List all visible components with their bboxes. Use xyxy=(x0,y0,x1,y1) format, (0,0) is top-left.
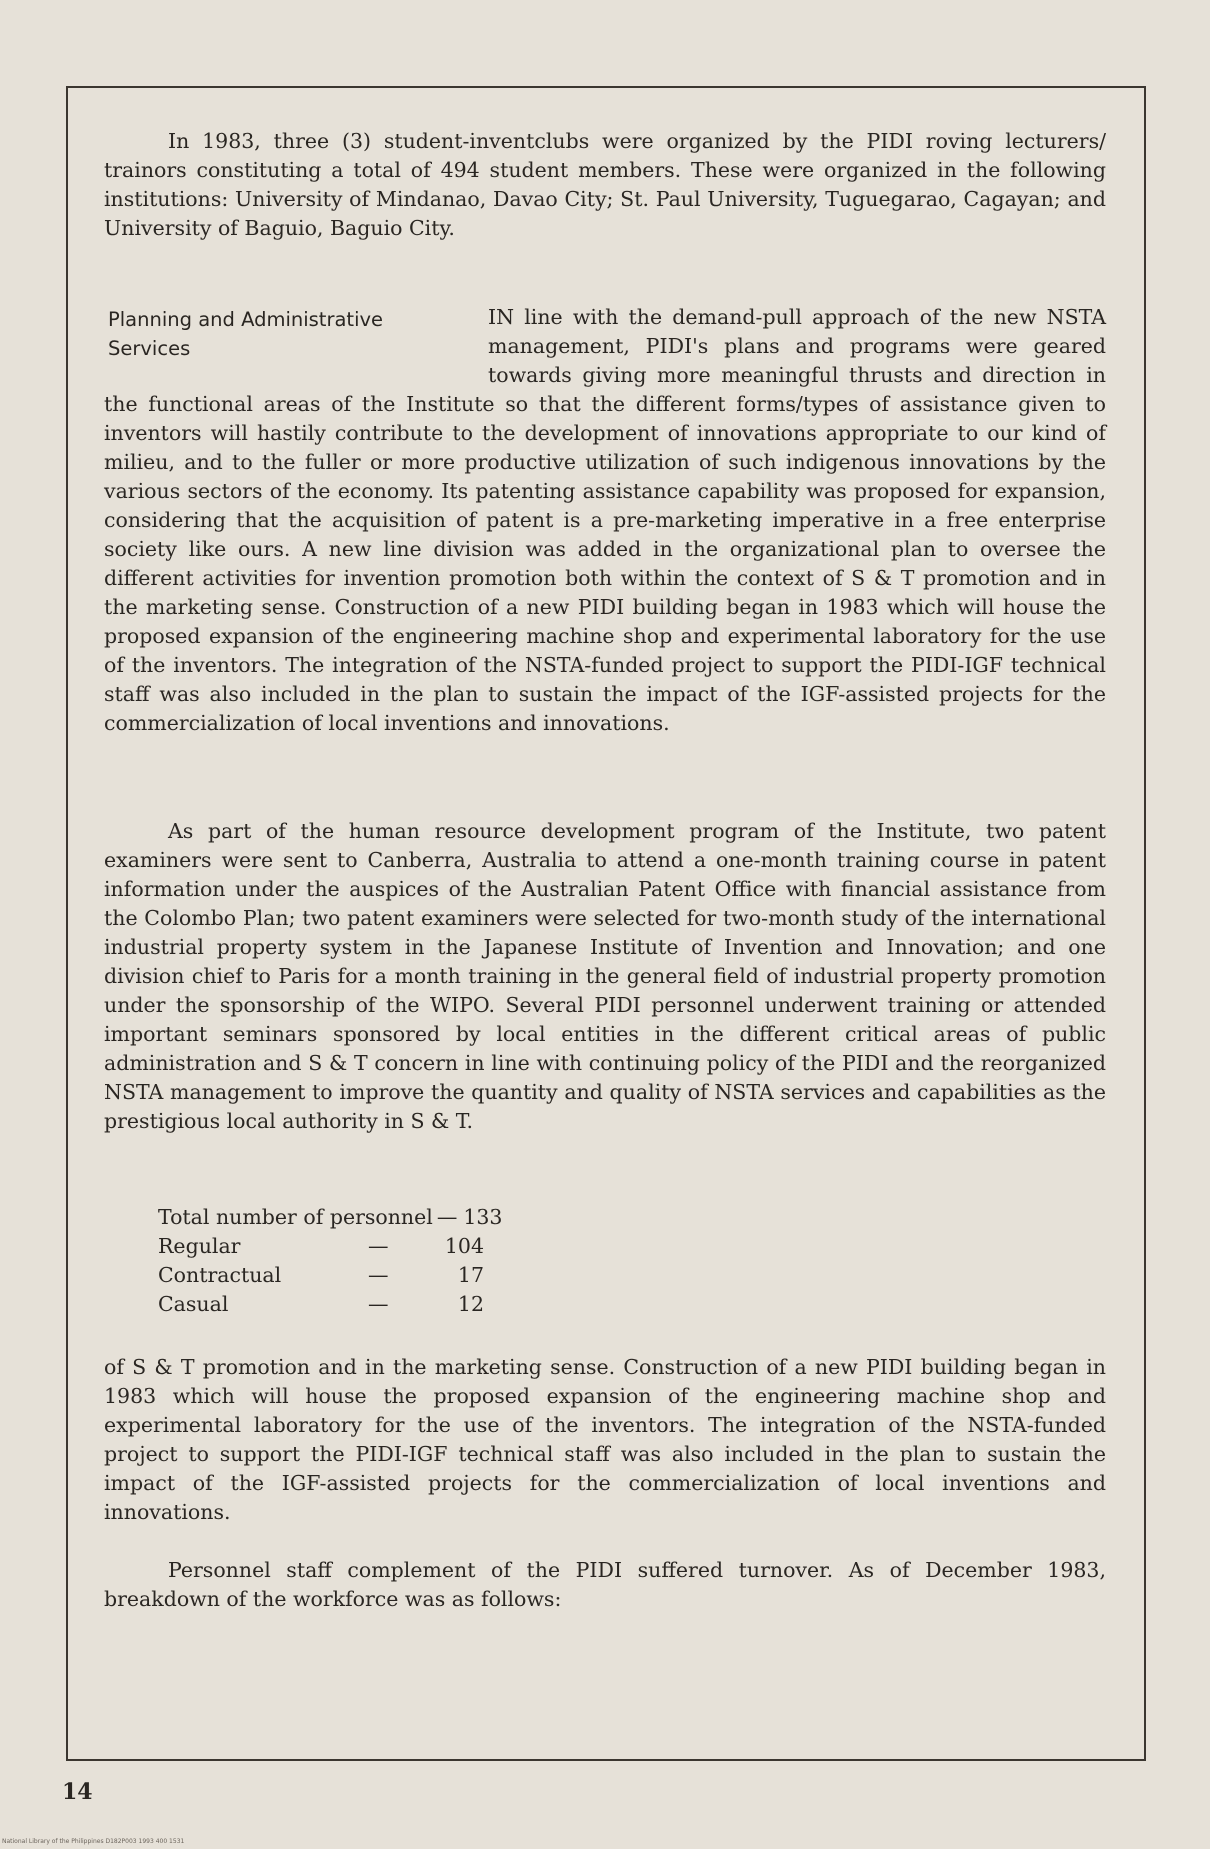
paragraph-student-clubs: In 1983, three (3) student-inventclubs were organized by the PIDI roving lecturers/ trainors constituting a total of 494 student members. These were organized in the following institutions: University of Mindanao, Davao City; St. Paul University, Tuguegarao, Cagayan; and University of Baguio, Baguio City. xyxy=(104,129,1106,240)
paragraph-planning: IN line with the demand-pull approach of the new NSTA management, PIDI's plans and programs were geared towards giving more meaningful thrusts and direction in the functional areas of the Institute so that the different forms/types of assistance given to inventors will hastily contribute to the development of innovations appropriate to our kind of milieu, and to the fuller or more productive utilization of such indigenous innovations by the various sectors of the economy. Its patenting assistance capability was proposed for expansion, considering that the acquisition of patent is a pre-marketing imperative in a free enterprise society like ours. A new line division was added in the organizational plan to oversee the different activities for invention promotion both within the context of S & T promotion and in the marketing sense. Construction of a new PIDI building began in 1983 which will house the proposed expansion of the engineering machine shop and experimental laboratory for the use of the inventors. The integration of the NSTA-funded project to support the PIDI-IGF technical staff was also included in the plan to sustain the impact of the IGF-assisted projects for the commercialization of local inventions and innovations. xyxy=(104,305,1106,735)
personnel-row-label: Casual xyxy=(158,1292,229,1316)
section-heading-line-2: Services xyxy=(108,337,191,360)
paragraph-construction: of S & T promotion and in the marketing sense. Construction of a new PIDI building began in 1983 which will house the proposed expansion of the engineering machine shop and experimental laboratory for the use of the inventors. The integration of the NSTA-funded project to support the PIDI-IGF technical staff was also included in the plan to sustain the impact of the IGF-assisted projects for the commercialization of local inventions and innovations. xyxy=(104,1355,1106,1524)
personnel-row-dash: — xyxy=(368,1234,389,1258)
paragraph-human-resource: As part of the human resource development program of the Institute, two patent examiners were sent to Canberra, Australia to attend a one-month training course in patent information under the auspices of the Australian Patent Office with financial assistance from the Colombo Plan; two patent examiners were selected for two-month study of the international industrial property system in the Japanese Institute of Invention and Innovation; and one division chief to Paris for a month training in the general field of industrial property promotion under the sponsorship of the WIPO. Several PIDI personnel underwent training or attended important seminars sponsored by local entities in the different critical areas of public administration and S & T concern in line with continuing policy of the PIDI and the reorganized NSTA management to improve the quantity and quality of NSTA services and capabilities as the prestigious local authority in S & T. xyxy=(104,819,1106,1133)
personnel-row-value: 12 xyxy=(457,1292,484,1316)
section-heading-line-1: Planning and Administrative xyxy=(108,308,384,331)
personnel-row-value: 17 xyxy=(457,1263,484,1287)
page-number: 14 xyxy=(62,1779,93,1805)
footer-credit: National Library of the Philippines D182P003 1993 400 1531 xyxy=(2,1838,185,1845)
personnel-total-label: Total number of personnel xyxy=(158,1205,433,1229)
heading-spacer xyxy=(104,303,488,390)
paragraph-staff-turnover: Personnel staff complement of the PIDI suffered turnover. As of December 1983, breakdown of the workforce was as follows: xyxy=(104,1558,1106,1611)
personnel-row xyxy=(158,1261,502,1290)
personnel-breakdown xyxy=(158,1203,502,1319)
personnel-total-dash: — xyxy=(436,1205,458,1229)
personnel-row-dash: — xyxy=(368,1263,389,1287)
personnel-row-value: 104 xyxy=(444,1234,484,1258)
personnel-total-value: 133 xyxy=(463,1205,503,1229)
personnel-row-label: Contractual xyxy=(158,1263,282,1287)
paragraph-planning-wrapper xyxy=(104,303,1106,738)
personnel-row xyxy=(158,1290,502,1319)
personnel-total-row xyxy=(158,1203,502,1232)
personnel-row xyxy=(158,1232,502,1261)
personnel-row-label: Regular xyxy=(158,1234,241,1258)
personnel-row-dash: — xyxy=(368,1292,389,1316)
